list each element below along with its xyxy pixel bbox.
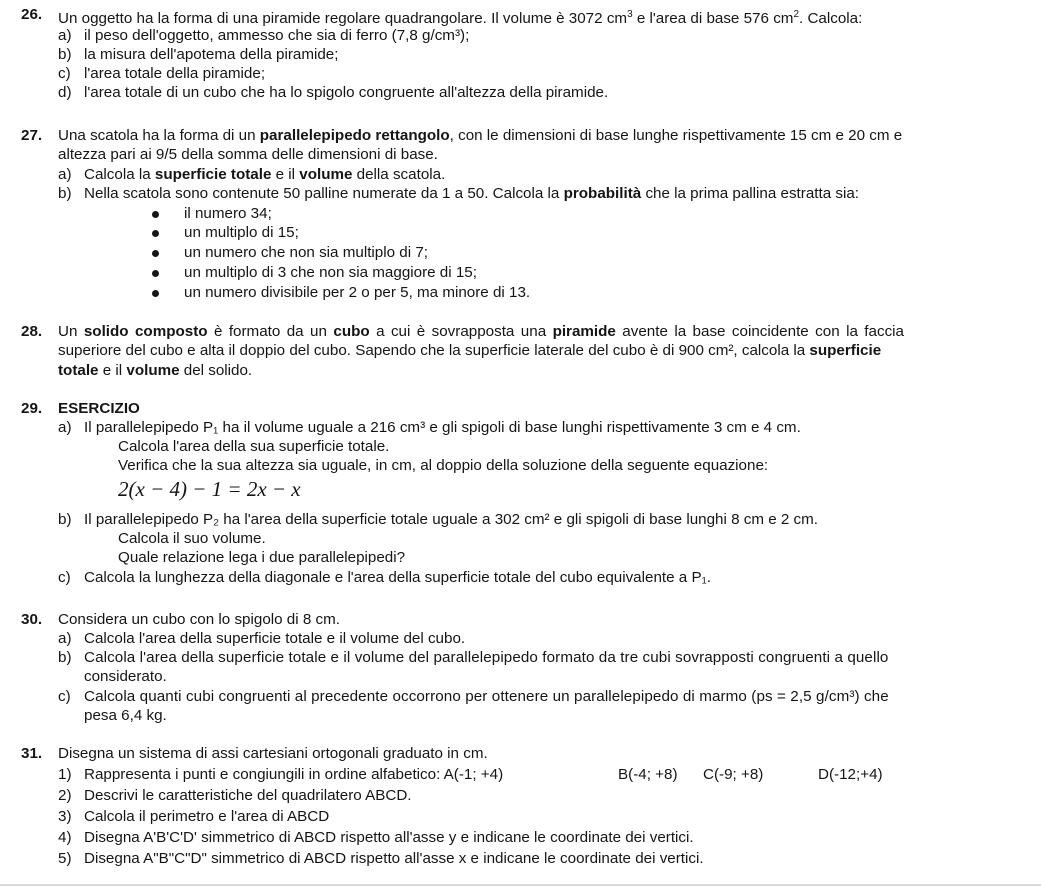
item-label: a) (58, 630, 72, 647)
item-text: Calcola il perimetro e l'area di ABCD (84, 808, 330, 825)
exercise-stem-line1: Un solido composto è formato da un cubo a cui è sovrapposta una piramide avente la base coincidente con la faccia (58, 323, 904, 340)
bullet-icon (152, 290, 159, 297)
item-label: d) (58, 84, 72, 101)
bullet-text: un multiplo di 15; (184, 224, 299, 241)
bullet-icon (152, 230, 159, 237)
item-text: Il parallelepipedo P₁ ha il volume uguale a 216 cm³ e gli spigoli di base lunghi rispettivamente 3 cm e 4 cm. (84, 419, 801, 436)
item-text: Quale relazione lega i due parallelepipedi? (118, 549, 406, 566)
item-label: a) (58, 27, 72, 44)
item-label: c) (58, 569, 71, 586)
item-label: c) (58, 65, 71, 82)
item-label: b) (58, 185, 72, 202)
item-text: pesa 6,4 kg. (84, 707, 167, 724)
exercise-stem: Un oggetto ha la forma di una piramide regolare quadrangolare. Il volume è 3072 $cm^3$ e l'area di base 576 $cm^2$. Calcola: (58, 9, 863, 28)
exercise-number: 26. (21, 6, 43, 23)
item-text: il peso dell'oggetto, ammesso che sia di ferro (7,8 g/cm³); (84, 27, 470, 44)
item-text: Disegna A"B"C"D" simmetrico di ABCD rispetto all'asse x e indicane le coordinate dei vertici. (84, 850, 704, 867)
bullet-text: un numero divisibile per 2 o per 5, ma minore di 13. (184, 284, 531, 301)
item-text: Descrivi le caratteristiche del quadrilatero ABCD. (84, 787, 412, 804)
exercise-stem-line2: altezza pari ai 9/5 della somma delle dimensioni di base. (58, 146, 438, 163)
item-label: b) (58, 649, 72, 666)
bullet-icon (152, 250, 159, 257)
item-text: la misura dell'apotema della piramide; (84, 46, 339, 63)
item-text: Calcola quanti cubi congruenti al precedente occorrono per ottenere un parallelepipedo di marmo (ps = 2,5 g/cm³) che (84, 688, 889, 705)
exercise-stem: Disegna un sistema di assi cartesiani ortogonali graduato in cm. (58, 745, 488, 762)
exercise-stem-line3: totale e il volume del solido. (58, 362, 253, 379)
item-text: Calcola l'area della superficie totale e il volume del cubo. (84, 630, 466, 647)
item-text: Calcola il suo volume. (118, 530, 266, 547)
point-b: B(-4; +8) (618, 766, 678, 783)
item-text: Nella scatola sono contenute 50 palline numerate da 1 a 50. Calcola la probabilità che la prima pallina estratta sia: (84, 185, 860, 202)
item-text: Calcola la lunghezza della diagonale e l'area della superficie totale del cubo equivalente a P₁. (84, 569, 711, 586)
item-text: Disegna A'B'C'D' simmetrico di ABCD rispetto all'asse y e indicane le coordinate dei vertici. (84, 829, 694, 846)
item-text: Calcola l'area della sua superficie totale. (118, 438, 390, 455)
exercise-number: 29. (21, 400, 43, 417)
exercise-stem-line2: superiore del cubo e alta il doppio del cubo. Sapendo che la superficie laterale del cubo è di 900 cm², calcola la superficie (58, 342, 882, 359)
item-label: 4) (58, 829, 72, 846)
item-text: Verifica che la sua altezza sia uguale, in cm, al doppio della soluzione della seguente equazione: (118, 457, 769, 474)
point-c: C(-9; +8) (703, 766, 764, 783)
item-label: b) (58, 46, 72, 63)
item-text: Calcola la superficie totale e il volume della scatola. (84, 166, 446, 183)
item-label: 1) (58, 766, 72, 783)
item-text: Il parallelepipedo P₂ ha l'area della superficie totale uguale a 302 cm² e gli spigoli di base lunghi 8 cm e 2 cm. (84, 511, 819, 528)
item-label: c) (58, 688, 71, 705)
item-label: 3) (58, 808, 72, 825)
exercise-title: ESERCIZIO (58, 400, 140, 417)
item-label: a) (58, 419, 72, 436)
item-text: Calcola l'area della superficie totale e il volume del parallelepipedo formato da tre cubi sovrapposti congruenti a quello (84, 649, 889, 666)
bullet-text: un numero che non sia multiplo di 7; (184, 244, 428, 261)
exercise-stem-line1: Una scatola ha la forma di un parallelepipedo rettangolo, con le dimensioni di base lunghe rispettivamente 15 cm e 20 cm e (58, 127, 903, 144)
point-d: D(-12;+4) (818, 766, 883, 783)
item-text: Rappresenta i punti e congiungili in ordine alfabetico: A(-1; +4) (84, 766, 504, 783)
item-label: 2) (58, 787, 72, 804)
item-text: considerato. (84, 668, 167, 685)
bullet-icon (152, 270, 159, 277)
bullet-text: il numero 34; (184, 205, 272, 222)
bullet-icon (152, 211, 159, 218)
exercise-number: 27. (21, 127, 43, 144)
bullet-text: un multiplo di 3 che non sia maggiore di 15; (184, 264, 477, 281)
item-label: b) (58, 511, 72, 528)
item-text: l'area totale di un cubo che ha lo spigolo congruente all'altezza della piramide. (84, 84, 609, 101)
exercise-number: 31. (21, 745, 43, 762)
item-label: 5) (58, 850, 72, 867)
item-label: a) (58, 166, 72, 183)
exercise-number: 30. (21, 611, 43, 628)
exercise-number: 28. (21, 323, 43, 340)
item-text: l'area totale della piramide; (84, 65, 266, 82)
page-bottom-border (0, 884, 1041, 886)
equation: 2(x − 4) − 1 = 2x − x (118, 477, 301, 501)
exercise-stem: Considera un cubo con lo spigolo di 8 cm. (58, 611, 340, 628)
